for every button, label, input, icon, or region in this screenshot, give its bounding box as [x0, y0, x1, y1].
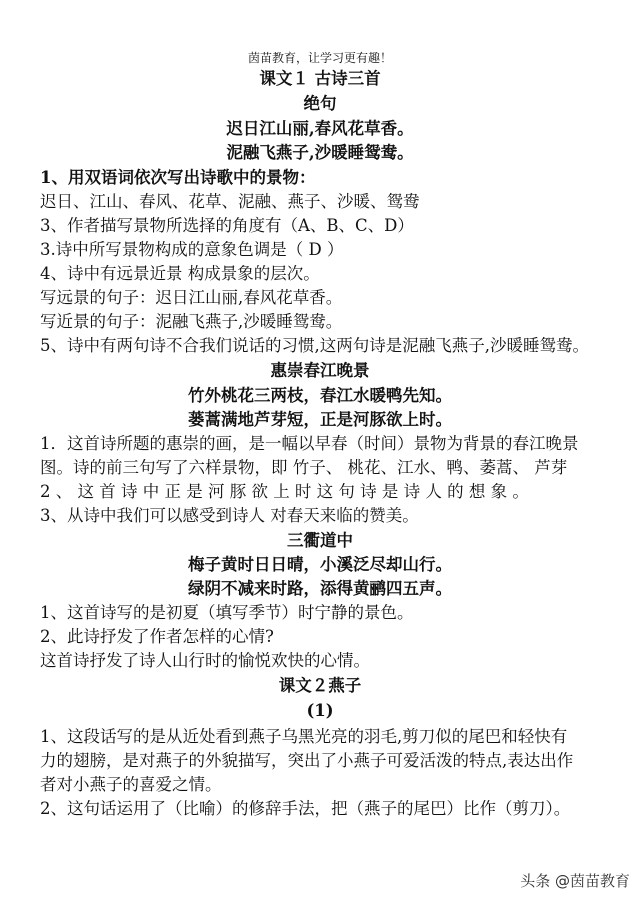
lesson1-title: 课文１ 古诗三首	[259, 69, 381, 88]
poem3-q2: 2、此诗抒发了作者怎样的心情?	[40, 627, 274, 646]
poem3-a2: 这首诗抒发了诗人山行时的愉悦欢快的心情。	[40, 651, 370, 670]
poem1-q1: 1、用双语词依次写出诗歌中的景物：	[40, 168, 316, 187]
lesson2-q1-cont: 力的翅膀，是对燕子的外貌描写，突出了小燕子可爱活泼的特点,表达出作	[40, 751, 574, 770]
poem1-q5: 5、诗中有两句诗不合我们说话的习惯,这两句诗是泥融飞燕子,沙暖睡鸳鸯。	[40, 336, 589, 355]
poem1-title: 绝句	[303, 94, 337, 113]
header-slogan: 茵苗教育，让学习更有趣！	[247, 51, 392, 65]
poem2-line1: 竹外桃花三两枝，春江水暖鸭先知。	[188, 386, 452, 405]
poem2-title: 惠崇春江晚景	[270, 361, 370, 380]
poem2-q1: 1．这首诗所题的惠崇的画，是一幅以早春（时间）景物为背景的春江晚景	[40, 434, 579, 453]
poem1-near-view: 写近景的句子：泥融飞燕子,沙暖睡鸳鸯。	[40, 312, 343, 331]
poem1-q3b: 3.诗中所写景物构成的意象色调是（ D ）	[40, 240, 344, 259]
poem1-line2: 泥融飞燕子,沙暖睡鸳鸯。	[226, 143, 414, 162]
poem3-line1: 梅子黄时日日晴，小溪泛尽却山行。	[188, 555, 452, 574]
poem2-q1-cont: 图。诗的前三句写了六样景物，即 竹子、 桃花、江水、鸭、萎蒿、 芦芽	[40, 458, 568, 477]
lesson2-title: 课文２燕子	[278, 676, 362, 695]
poem3-title: 三衢道中	[287, 531, 353, 550]
poem1-far-view: 写远景的句子：迟日江山丽,春风花草香。	[40, 288, 343, 307]
lesson2-q1-end: 者对小燕子的喜爱之情。	[40, 775, 222, 794]
poem2-q3: 3、从诗中我们可以感受到诗人 对春天来临的赞美。	[40, 506, 419, 525]
poem1-line1: 迟日江山丽,春风花草香。	[226, 119, 414, 138]
watermark-text: 头条 @茵苗教育	[520, 872, 630, 890]
poem3-line2: 绿阴不减来时路，添得黄鹂四五声。	[188, 579, 452, 598]
poem2-q2: 2 、 这 首 诗 中 正 是 河 豚 欲 上 时 这 句 诗 是 诗 人 的 想 象 。	[40, 482, 529, 501]
watermark	[520, 870, 630, 891]
poem3-q1: 1、这首诗写的是初夏（填写季节）时宁静的景色。	[40, 603, 414, 622]
lesson2-q1: 1、这段话写的是从近处看到燕子乌黑光亮的羽毛,剪刀似的尾巴和轻快有	[40, 727, 568, 746]
poem1-q3: 3、作者描写景物所选择的角度有（A、B、C、D）	[40, 216, 414, 235]
poem2-line2: 蒌蒿满地芦芽短，正是河豚欲上时。	[188, 410, 452, 429]
section-number: (1)	[306, 701, 334, 720]
poem1-q4: 4、诗中有远景近景 构成景象的层次。	[40, 264, 320, 283]
lesson2-q2: 2、这句话运用了（比喻）的修辞手法，把（燕子的尾巴）比作（剪刀）。	[40, 799, 571, 818]
poem1-a1: 迟日、江山、春风、花草、泥融、燕子、沙暖、鸳鸯	[40, 192, 420, 211]
